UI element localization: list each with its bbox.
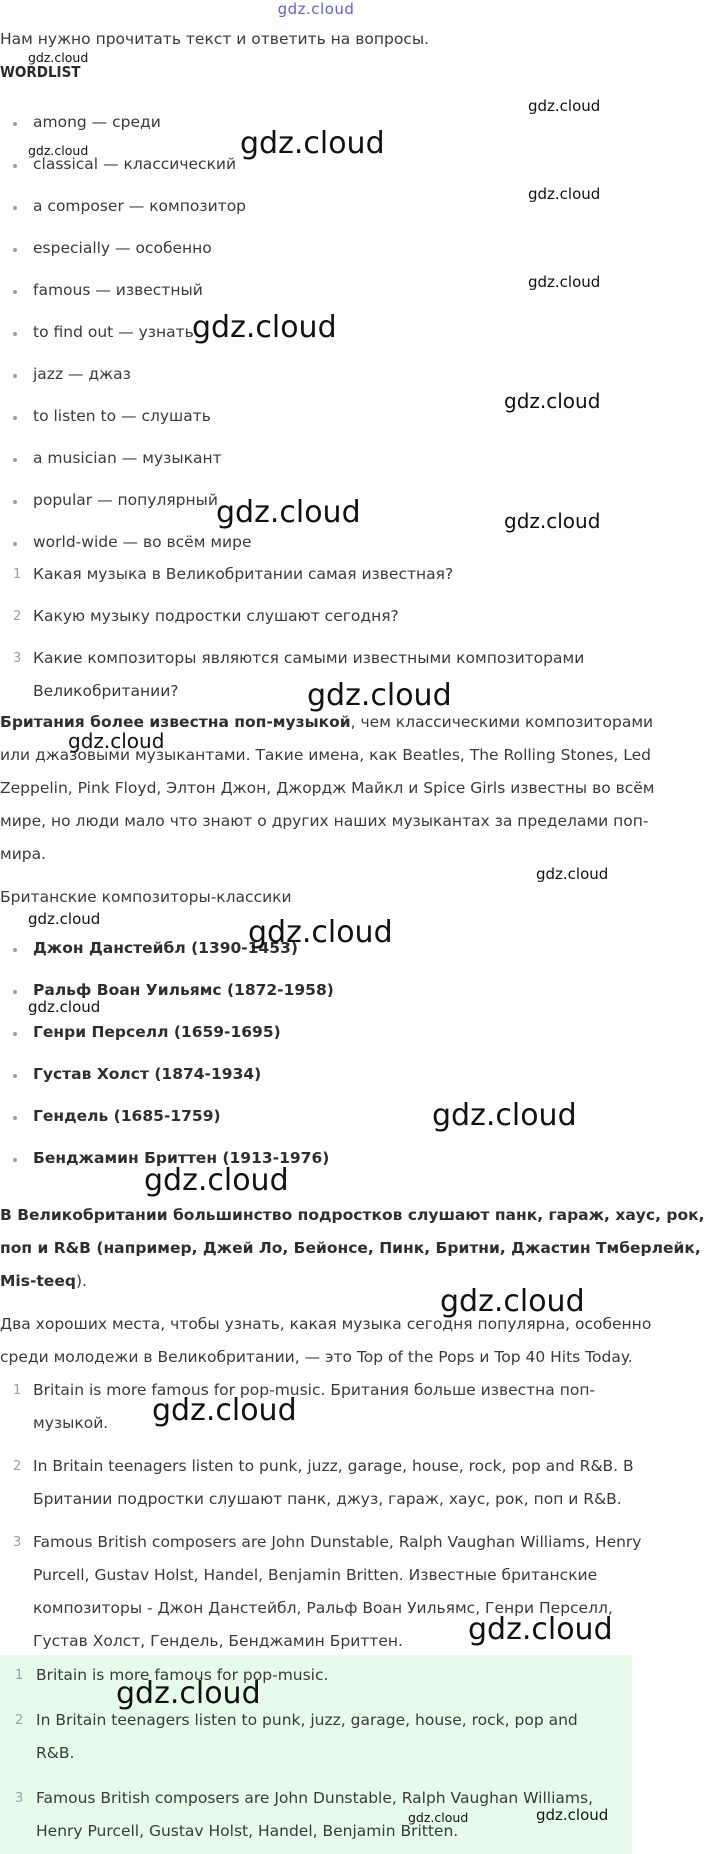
paragraph-line	[0, 1272, 87, 1290]
composer-item: Ральф Воан Уильямс (1872-1958)	[33, 981, 334, 999]
bullet-dot	[13, 374, 17, 378]
bullet-dot	[13, 458, 17, 462]
wordlist-item: a composer — композитор	[33, 197, 247, 215]
bullet-dot	[13, 1158, 17, 1162]
watermark: gdz.cloud	[152, 1393, 297, 1428]
answer-number: 3	[13, 1535, 22, 1550]
question-text: Какую музыку подростки слушают сегодня?	[33, 607, 399, 625]
composer-item: Генри Перселл (1659-1695)	[33, 1023, 281, 1041]
wordlist-item: to find out — узнать	[33, 323, 194, 341]
answer-number: 1	[13, 1383, 22, 1398]
watermark: gdz.cloud	[28, 143, 89, 158]
wordlist-item: to listen to — слушать	[33, 407, 211, 425]
bullet-dot	[13, 122, 17, 126]
question-number: 1	[13, 567, 22, 582]
paragraph-line: Zeppelin, Pink Floyd, Элтон Джон, Джордж Майкл и Spice Girls известны во всём	[0, 779, 655, 797]
bullet-dot	[13, 206, 17, 210]
bullet-dot	[13, 248, 17, 252]
answer-text: композиторы - Джон Данстейбл, Ральф Воан Уильямс, Генри Перселл,	[33, 1599, 613, 1617]
watermark: gdz.cloud	[504, 389, 601, 413]
answer-number: 2	[15, 1713, 24, 1728]
watermark: gdz.cloud	[28, 998, 101, 1016]
watermark: gdz.cloud	[432, 1098, 577, 1133]
paragraph-line: поп и R&B (например, Джей Ло, Бейонсе, Пинк, Бритни, Джастин Тмберлейк,	[0, 1239, 701, 1257]
watermark: gdz.cloud	[528, 273, 601, 291]
answer-text: Famous British composers are John Dunstable, Ralph Vaughan Williams, Henry	[33, 1533, 642, 1551]
composer-item: Густав Холст (1874-1934)	[33, 1065, 262, 1083]
answer-number: 3	[15, 1791, 24, 1806]
watermark: gdz.cloud	[307, 678, 452, 713]
wordlist-item: world-wide — во всём мире	[33, 533, 252, 551]
watermark: gdz.cloud	[528, 185, 601, 203]
watermark: gdz.cloud	[28, 50, 89, 65]
answer-number: 1	[15, 1668, 24, 1683]
watermark: gdz.cloud	[116, 1676, 261, 1711]
paragraph-line: Два хороших места, чтобы узнать, какая музыка сегодня популярна, особенно	[0, 1315, 652, 1333]
bullet-dot	[13, 332, 17, 336]
paragraph-bold: Mis-teeq	[0, 1272, 76, 1290]
paragraph-line: мира.	[0, 845, 47, 863]
paragraph-bold: Британия более известна поп-музыкой	[0, 713, 351, 731]
intro-text: Нам нужно прочитать текст и ответить на вопросы.	[0, 30, 429, 48]
bullet-dot	[13, 542, 17, 546]
question-number: 2	[13, 609, 22, 624]
watermark: gdz.cloud	[504, 509, 601, 533]
watermark: gdz.cloud	[248, 915, 393, 950]
answer-text: Purcell, Gustav Holst, Handel, Benjamin Britten. Известные британские	[33, 1566, 598, 1584]
composer-item: Гендель (1685-1759)	[33, 1107, 221, 1125]
bullet-dot	[13, 500, 17, 504]
composer-item: Бенджамин Бриттен (1913-1976)	[33, 1149, 330, 1167]
answer-text: Britain is more famous for pop-music.	[36, 1666, 329, 1684]
watermark: gdz.cloud	[440, 1284, 585, 1319]
paragraph-line: В Великобритании большинство подростков слушают панк, гараж, хаус, рок,	[0, 1206, 705, 1224]
watermark: gdz.cloud	[28, 910, 101, 928]
bullet-dot	[13, 1032, 17, 1036]
composer-item: Джон Данстейбл (1390-1453)	[33, 939, 298, 957]
watermark: gdz.cloud	[192, 310, 337, 345]
answer-text: Henry Purcell, Gustav Holst, Handel, Benjamin Britten.	[36, 1822, 459, 1840]
bullet-dot	[13, 1074, 17, 1078]
bullet-dot	[13, 948, 17, 952]
bullet-dot	[13, 416, 17, 420]
answer-text: Густав Холст, Гендель, Бенджамин Бриттен.	[33, 1632, 403, 1650]
wordlist-item: a musician — музыкант	[33, 449, 222, 467]
wordlist-item: jazz — джаз	[33, 365, 131, 383]
bullet-dot	[13, 290, 17, 294]
bullet-dot	[13, 164, 17, 168]
paragraph-line: среди молодежи в Великобритании, — это Top of the Pops и Top 40 Hits Today.	[0, 1348, 633, 1366]
paragraph-line: или джазовыми музыкантами. Такие имена, как Beatles, The Rolling Stones, Led	[0, 746, 652, 764]
answer-number: 2	[13, 1459, 22, 1474]
wordlist-item: classical — классический	[33, 155, 237, 173]
answer-text: Famous British composers are John Dunstable, Ralph Vaughan Williams,	[36, 1789, 593, 1807]
watermark: gdz.cloud	[408, 1810, 469, 1825]
question-text: Какие композиторы являются самыми известными композиторами	[33, 649, 585, 667]
wordlist-item: famous — известный	[33, 281, 203, 299]
watermark: gdz.cloud	[216, 495, 361, 530]
answer-text: In Britain teenagers listen to punk, juzz, garage, house, rock, pop and	[36, 1711, 578, 1729]
wordlist-item: among — среди	[33, 113, 161, 131]
question-text: Великобритании?	[33, 682, 179, 700]
watermark: gdz.cloud	[536, 865, 609, 883]
watermark: gdz.cloud	[468, 1612, 613, 1647]
answer-text: R&B.	[36, 1744, 75, 1762]
wordlist-heading: WORDLIST	[0, 63, 81, 81]
wordlist-item: popular — популярный	[33, 491, 218, 509]
watermark: gdz.cloud	[240, 126, 385, 161]
answer-text: Британии подростки слушают панк, джуз, гараж, хаус, рок, поп и R&B.	[33, 1490, 622, 1508]
paragraph-line: мире, но люди мало что знают о других наших музыкантах за пределами поп-	[0, 812, 649, 830]
question-number: 3	[13, 651, 22, 666]
watermark: gdz.cloud	[528, 97, 601, 115]
wordlist-item: especially — особенно	[33, 239, 212, 257]
composers-heading: Британские композиторы-классики	[0, 888, 292, 906]
paragraph-rest: , чем классическими композиторами	[350, 713, 654, 731]
question-text: Какая музыка в Великобритании самая известная?	[33, 565, 454, 583]
bullet-dot	[13, 1116, 17, 1120]
answer-text: In Britain teenagers listen to punk, juzz, garage, house, rock, pop and R&B. В	[33, 1457, 634, 1475]
watermark: gdz.cloud	[536, 1806, 609, 1824]
paragraph-rest: ).	[75, 1272, 87, 1290]
watermark: gdz.cloud	[144, 1163, 289, 1198]
site-title[interactable]: gdz.cloud	[277, 0, 355, 18]
bullet-dot	[13, 990, 17, 994]
answer-text: Britain is more famous for pop-music. Британия больше известна поп-	[33, 1381, 596, 1399]
watermark: gdz.cloud	[68, 729, 165, 753]
answer-text: музыкой.	[33, 1414, 109, 1432]
